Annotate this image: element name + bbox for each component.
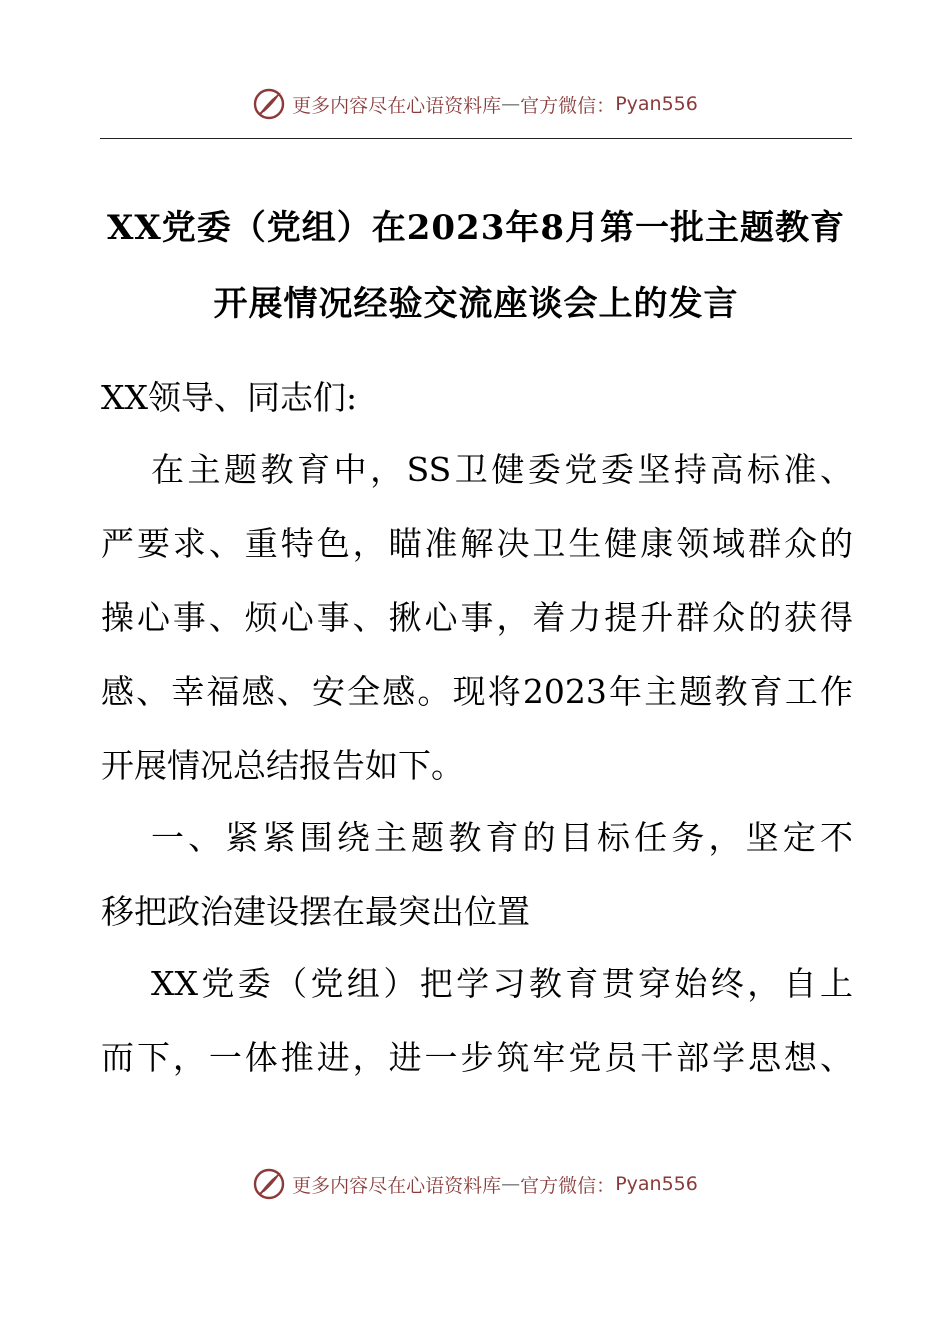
salutation: XX领导、同志们:	[101, 378, 358, 417]
quill-pen-logo-icon	[252, 1167, 286, 1201]
header-divider	[100, 138, 852, 139]
document-title-line-1: XX党委（党组）在2023年8月第一批主题教育	[106, 208, 846, 248]
header-watermark	[0, 84, 950, 124]
body-line: 开展情况总结报告如下。	[101, 746, 464, 785]
watermark-separator: —	[501, 1173, 521, 1195]
quill-pen-logo-icon	[252, 87, 286, 121]
watermark-wechat-label: 官方微信：	[520, 94, 616, 117]
watermark-separator: —	[501, 93, 521, 115]
body-line: XX党委（党组）把学习教育贯穿始终，自上	[151, 964, 853, 1003]
watermark-text: 更多内容尽在心语资料库	[292, 1174, 502, 1197]
body-line: 而下，一体推进，进一步筑牢党员干部学思想、	[101, 1038, 853, 1077]
body-line: 在主题教育中，SS卫健委党委坚持高标准、	[151, 450, 853, 489]
section-heading-line: 移把政治建设摆在最突出位置	[101, 892, 530, 931]
body-line: 严要求、重特色，瞄准解决卫生健康领域群众的	[101, 524, 853, 563]
watermark-wechat-id: Pyan556	[615, 1173, 698, 1195]
watermark-text: 更多内容尽在心语资料库	[292, 94, 502, 117]
body-line: 操心事、烦心事、揪心事，着力提升群众的获得	[101, 598, 853, 637]
watermark-wechat-id: Pyan556	[615, 93, 698, 115]
document-title-line-2: 开展情况经验交流座谈会上的发言	[213, 284, 739, 324]
section-heading-line: 一、紧紧围绕主题教育的目标任务，坚定不	[151, 818, 853, 857]
watermark-wechat-label: 官方微信：	[520, 1174, 616, 1197]
body-line: 感、幸福感、安全感。现将2023年主题教育工作	[101, 672, 853, 711]
footer-watermark	[0, 1164, 950, 1204]
